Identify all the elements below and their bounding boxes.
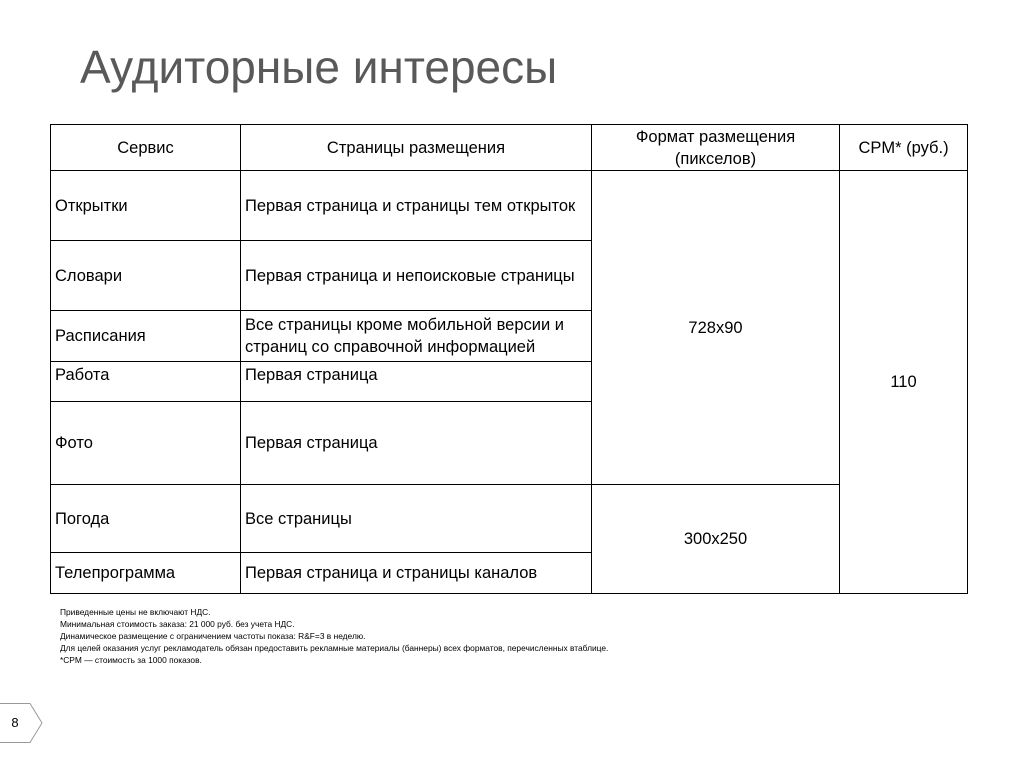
pages-cell: Все страницы <box>241 485 592 553</box>
footnote: Приведенные цены не включают НДС. <box>60 607 211 617</box>
pages-cell: Первая страница и страницы тем открыток <box>241 171 592 241</box>
footnote: *CPM — стоимость за 1000 показов. <box>60 655 202 665</box>
header-cpm: CPM* (руб.) <box>840 125 968 171</box>
pages-cell: Все страницы кроме мобильной версии и страниц со справочной информацией <box>241 311 592 362</box>
service-cell: Работа <box>51 362 241 402</box>
header-format: Формат размещения (пикселов) <box>592 125 840 171</box>
pages-cell: Первая страница <box>241 402 592 485</box>
slide-title: Аудиторные интересы <box>80 41 558 93</box>
footnote: Минимальная стоимость заказа: 21 000 руб. без учета НДС. <box>60 619 295 629</box>
pages-cell: Первая страница и страницы каналов <box>241 553 592 594</box>
footnotes <box>60 606 608 666</box>
service-cell: Словари <box>51 241 241 311</box>
pages-cell: Первая страница и непоисковые страницы <box>241 241 592 311</box>
service-cell: Телепрограмма <box>51 553 241 594</box>
header-pages: Страницы размещения <box>241 125 592 171</box>
pages-cell: Первая страница <box>241 362 592 402</box>
header-service: Сервис <box>51 125 241 171</box>
table-row <box>51 171 968 241</box>
format-cell-300x250: 300x250 <box>592 485 840 594</box>
footnote: Для целей оказания услуг рекламодатель обязан предоставить рекламные материалы (баннеры) всех форматов, перечисленных втаблице. <box>60 643 609 653</box>
format-cell-728x90: 728x90 <box>592 171 840 485</box>
service-cell: Фото <box>51 402 241 485</box>
service-cell: Открытки <box>51 171 241 241</box>
table-row <box>51 485 968 553</box>
page-number: 8 <box>11 715 19 730</box>
cpm-cell: 110 <box>840 171 968 594</box>
service-cell: Расписания <box>51 311 241 362</box>
pricing-table <box>50 124 968 594</box>
service-cell: Погода <box>51 485 241 553</box>
footnote: Динамическое размещение с ограничением частоты показа: R&F=3 в неделю. <box>60 631 366 641</box>
page-number-badge <box>0 703 44 743</box>
